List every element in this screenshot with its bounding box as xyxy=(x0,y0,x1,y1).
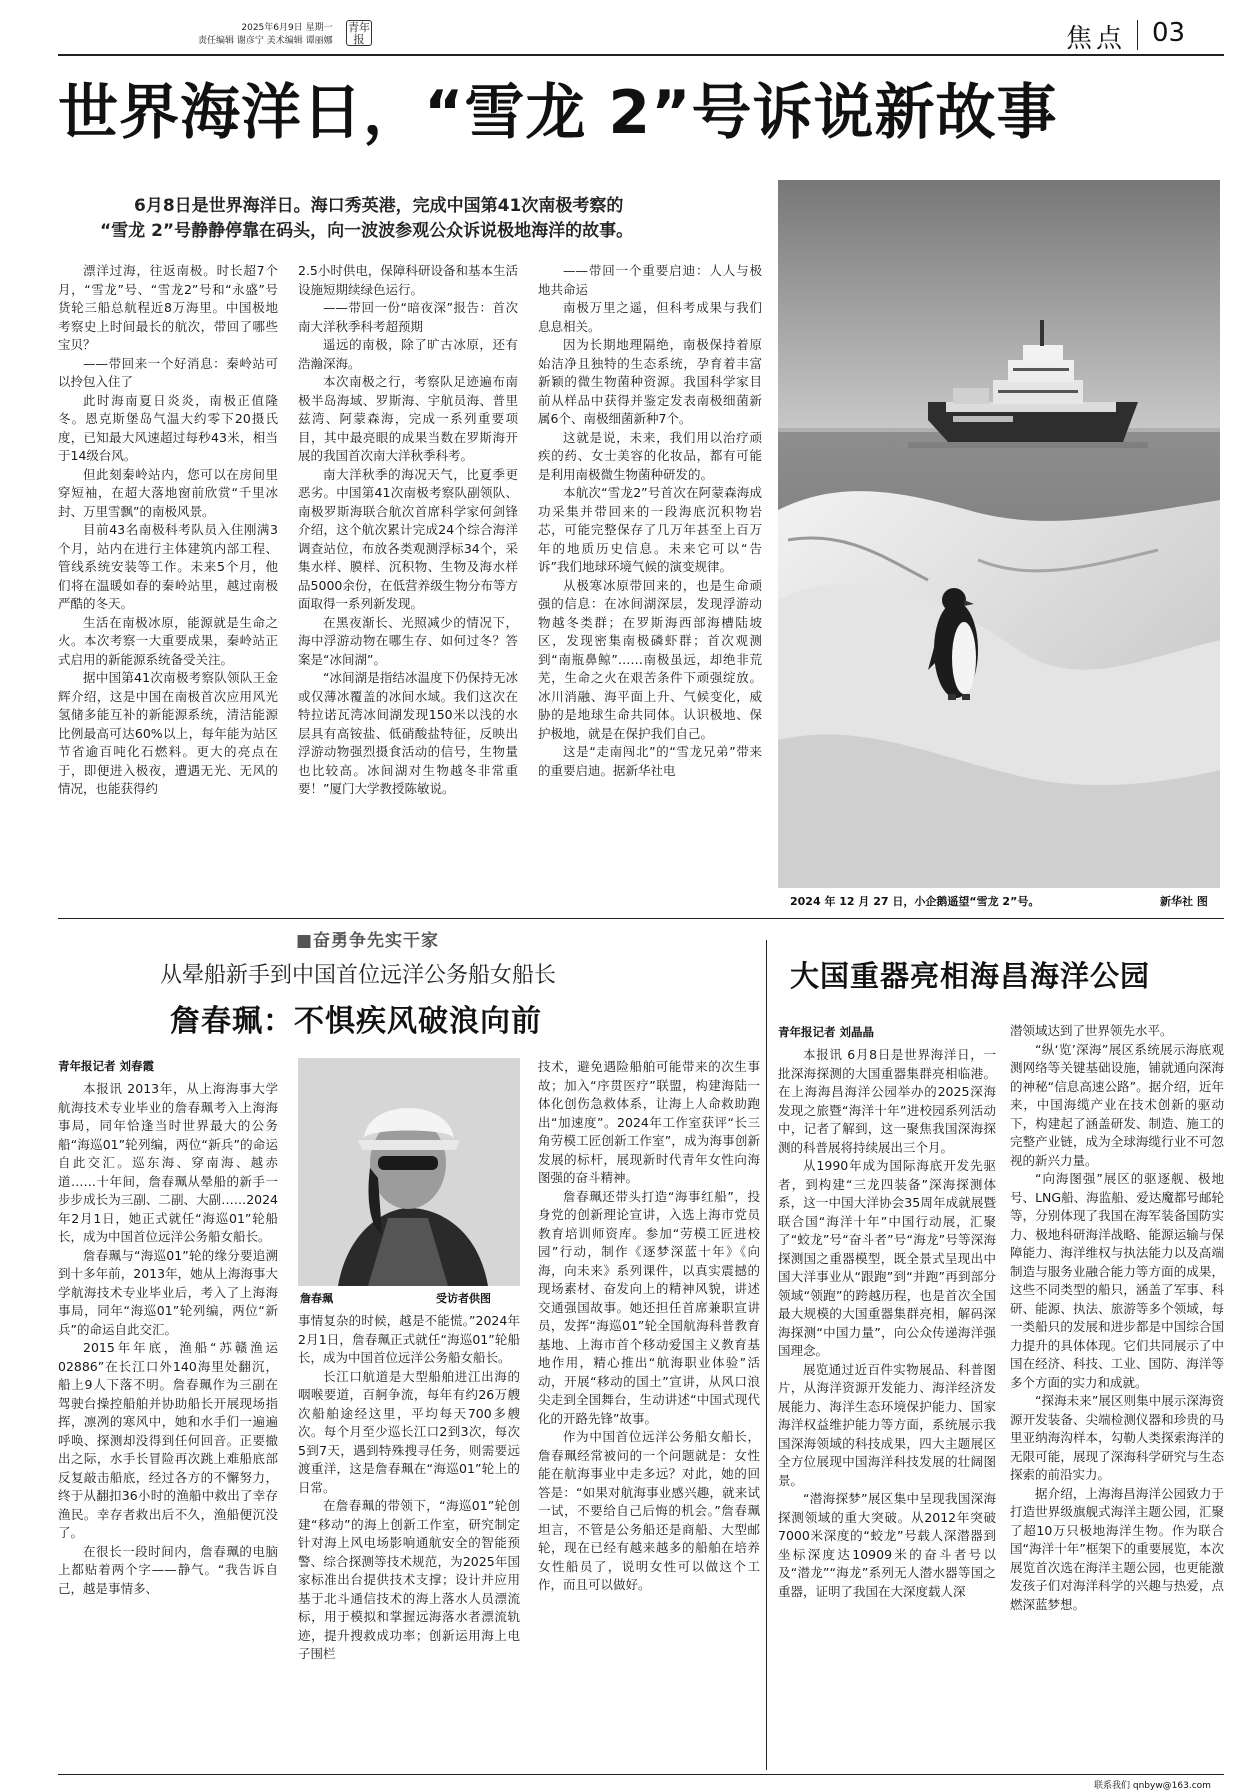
paragraph: 本次南极之行，考察队足迹遍布南极半岛海域、罗斯海、宇航员海、普里兹湾、阿蒙森海，完成一系列重要项目，其中最亮眼的成果当数在罗斯海开展的我国首次南大洋秋季科考。 xyxy=(298,374,518,463)
paragraph: 因为长期地理隔绝，南极保持着原始洁净且独特的生态系统，孕育着丰富新颖的微生物菌种资源。我国科学家目前从样品中获得并鉴定发表南极细菌新属6个、南极细菌新种7个。 xyxy=(538,337,762,426)
paragraph: 据介绍，上海海昌海洋公园致力于打造世界级旗舰式海洋主题公园，汇聚了超10万只极地海洋生物。作为联合国“海洋十年”框架下的重要展览，本次展览首次选在海洋主题公园，也更能激发孩子们对海洋科学的兴趣与热爱，点燃深蓝梦想。 xyxy=(1010,1485,1224,1612)
photo-caption: 2024 年 12 月 27 日，小企鹅遥望“雪龙 2”号。 xyxy=(790,895,1040,908)
date-line: 2025年6月9日 星期一 xyxy=(241,23,333,33)
paragraph: 但此刻秦岭站内，您可以在房间里穿短袖，在超大落地窗前欣赏“千里冰封、万里雪飘”的南极风景。 xyxy=(58,466,278,519)
story2-col-3 xyxy=(538,1058,760,1770)
editor-line: 责任编辑 谢彦宁 美术编辑 谭丽娜 xyxy=(198,36,333,46)
paragraph: 据中国第41次南极考察队领队王金辉介绍，这是中国在南极首次应用风光氢储多能互补的新能源系统，清洁能源比例最高可达60%以上，每年能为站区节省逾百吨化石燃料。更大的亮点在于，即便进入极夜，遭遇无光、无风的情况，也能获得约 xyxy=(58,670,278,796)
story2-col-1 xyxy=(58,1080,278,1770)
paragraph: 长江口航道是大型船舶进江出海的咽喉要道，百舸争流，每年有约26万艘次船舶途经这里，平均每天700多艘次。每个月至少巡长江口2到3次，每次5到7天，遇到特殊搜寻任务，则需要远渡重洋，这是詹春珮在“海巡01”轮上的日常。 xyxy=(298,1368,520,1495)
paragraph: 遥远的南极，除了旷古冰原，还有浩瀚深海。 xyxy=(298,337,518,371)
paragraph: 这是“走南闯北”的“雪龙兄弟”带来的重要启迪。据新华社电 xyxy=(538,744,762,778)
main-col-2 xyxy=(298,262,518,902)
story2-byline: 青年报记者 刘春霞 xyxy=(58,1059,155,1073)
paragraph: 目前43名南极科考队员入住刚满3个月，站内在进行主体建筑内部工程、管线系统安装等工作。未来5个月，他们将在温暖如春的秦岭站里，越过南极严酷的冬天。 xyxy=(58,522,278,611)
paragraph: 潜领域达到了世界领先水平。 xyxy=(1010,1023,1173,1038)
photo-penguin-ship xyxy=(778,180,1220,888)
paragraph: “向海图强”展区的驱逐舰、极地号、LNG船、海监船、爱达魔都号邮轮等，分别体现了我国在海军装备国防实力、极地科研海洋战略、能源运输与保障能力、海洋维权与执法能力以及高端制造与服务业融合能力等方面的成果，这些不同类型的船只，涵盖了军事、科研、能源、执法、旅游等多个领域，每一类船只的发展和进步都是中国综合国力提升的具体体现。它们共同展示了中国在经济、科技、工业、国防、海洋等多个方面的实力和成就。 xyxy=(1010,1171,1224,1390)
footer-contact: 联系我们 qnbyw@163.com xyxy=(1094,1781,1211,1791)
story2-title: 詹春珮：不惧疾风破浪向前 xyxy=(170,1004,542,1039)
story2-kicker: ■奋勇争先实干家 xyxy=(296,931,440,951)
story3-byline: 青年报记者 刘晶晶 xyxy=(778,1025,875,1039)
paragraph: 事情复杂的时候，越是不能慌。”2024年2月1日，詹春珮正式就任“海巡01”轮船长，成为中国首位远洋公务船女船长。 xyxy=(298,1313,520,1365)
footer-rule xyxy=(58,1774,1224,1775)
paragraph: 在黑夜渐长、光照减少的情况下，海中浮游动物在哪生存、如何过冬？答案是“冰间湖”。 xyxy=(298,614,518,667)
paragraph: 作为中国首位远洋公务船女船长，詹春珮经常被问的一个问题就是：女性能在航海事业中走多远？对此，她的回答是：“如果对航海事业感兴趣，就来试一试，不要给自己后悔的机会。”詹春珮坦言，不管是公务船还是商船、大型邮轮，现在已经有越来越多的船舶在培养女性船员了，说明女性可以做这个工作，而且可以做好。 xyxy=(538,1429,760,1592)
photo-captain xyxy=(298,1058,520,1286)
paragraph: 詹春珮与“海巡01”轮的缘分要追溯到十多年前，2013年，她从上海海事大学航海技术专业毕业后，考入了上海海事局，同年“海巡01”轮列编，两位“新兵”的命运自此交汇。 xyxy=(58,1247,278,1337)
section-name: 焦点 xyxy=(1066,24,1127,54)
paragraph: 展览通过近百件实物展品、科普图片，从海洋资源开发能力、海洋经济发展能力、海洋生态环境保护能力、国家海洋权益维护能力等方面，系统展示我国深海领域的科技成果，四大主题展区全方位展现中国海洋科技发展的壮阔图景。 xyxy=(778,1361,996,1488)
section-divider xyxy=(1137,20,1138,50)
masthead-info xyxy=(198,22,333,48)
page-number: 03 xyxy=(1152,18,1186,48)
paragraph: 本报讯 2013年，从上海海事大学航海技术专业毕业的詹春珮考入上海海事局，同年恰逢当时世界最大的公务船“海巡01”轮列编，两位“新兵”的命运自此交汇。巡东海、穿南海、越赤道……十年间，詹春珮从晕船的新手一步步成长为三副、二副、大副……2024年2月1日，她正式就任“海巡01”轮船长，成为中国首位远洋公务船女船长。 xyxy=(58,1081,278,1244)
paragraph: 漂洋过海，往返南极。时长超7个月，“雪龙”号、“雪龙2”号和“永盛”号货轮三船总航程近8万海里。中国极地考察史上时间最长的航次，带回了哪些宝贝？ xyxy=(58,263,278,352)
paragraph: “探海未来”展区则集中展示深海资源开发装备、尖端检测仪器和珍贵的马里亚纳海沟样本，勾勒人类探索海洋的无限可能，展现了深海科学研究与生态探索的前沿实力。 xyxy=(1010,1393,1224,1482)
paragraph: 从1990年成为国际海底开发先驱者，到构建“三龙四装备”深海探测体系，这一中国大洋协会35周年成就展暨联合国“海洋十年”中国行动展，汇聚了“蛟龙”号“奋斗者”号“海龙”号等深海探测国之重器模型，既全景式呈现出中国大洋事业从“跟跑”到“并跑”再到部分领域“领跑”的跨越历程，也是首次全国最大规模的大国重器集群亮相，解码深海探测“中国力量”，向公众传递海洋强国理念。 xyxy=(778,1158,996,1358)
main-lead xyxy=(100,194,790,244)
paragraph: 本报讯 6月8日是世界海洋日，一批深海探测的大国重器集群亮相临港。在上海海昌海洋公园举办的2025深海发现之旅暨“海洋十年”进校园系列活动中，记者了解到，这一聚焦我国深海探测的科普展将持续展出三个月。 xyxy=(778,1047,996,1155)
story2-col-2 xyxy=(298,1312,520,1770)
story2-subtitle: 从晕船新手到中国首位远洋公务船女船长 xyxy=(160,963,557,988)
lead-line-1: 6月8日是世界海洋日。海口秀英港，完成中国第41次南极考察的 xyxy=(134,196,624,216)
story3-col-2 xyxy=(1010,1022,1224,1770)
section-divider-rule xyxy=(58,918,1224,919)
paragraph: ——带回一份“暗夜深”报告：首次南大洋秋季科考超预期 xyxy=(298,300,518,334)
header-rule xyxy=(58,54,1224,56)
lead-line-2: “雪龙 2”号静静停靠在码头，向一波波参观公众诉说极地海洋的故事。 xyxy=(100,221,634,241)
paragraph: 在詹春珮的带领下，“海巡01”轮创建“移动”的海上创新工作室，研究制定针对海上风电场影响通航安全的智能预警、综合探测等技术规范，为2025年国家标准出台提供技术支撑；设计并应用基于北斗通信技术的海上落水人员漂流标，用于模拟和掌握远海落水者漂流轨迹，提升搜救成功率；创新运用海上电子围栏 xyxy=(298,1498,520,1661)
paragraph: 2.5小时供电，保障科研设备和基本生活设施短期续绿色运行。 xyxy=(298,263,518,297)
paragraph: “纵‘览’深海”展区系统展示海底观测网络等关键基础设施，铺就通向深海的神秘“信息高速公路”。据介绍，近年来，中国海缆产业在技术创新的驱动下，构建起了涵盖研发、制造、施工的完整产业链，成为全球海缆行业不可忽视的新兴力量。 xyxy=(1010,1041,1224,1168)
captain-photo-credit: 受访者供图 xyxy=(436,1292,491,1305)
newspaper-logo: 青年报 xyxy=(348,21,370,46)
story3-title: 大国重器亮相海昌海洋公园 xyxy=(790,959,1151,993)
captain-portrait xyxy=(298,1058,520,1286)
paragraph: 技术，避免遇险船舶可能带来的次生事故；加入“序贯医疗”联盟，构建海陆一体化创伤急救体系，让海上人命救助跑出“加速度”。2024年工作室获评“长三角劳模工匠创新工作室”，成为海事创新发展的标杆，展现新时代青年女性向海图强的奋斗精神。 xyxy=(538,1059,760,1185)
paragraph: 这就是说，未来，我们用以治疗顽疾的药、女士美容的化妆品，都有可能是利用南极微生物菌种研发的。 xyxy=(538,429,762,482)
paragraph: 生活在南极冰原，能源就是生命之火。本次考察一大重要成果，秦岭站正式启用的新能源系统备受关注。 xyxy=(58,614,278,667)
story3-col-1 xyxy=(778,1046,996,1770)
paragraph: 詹春珮还带头打造“海事红船”，投身党的创新理论宣讲，入选上海市党员教育培训师资库。参加“劳模工匠进校园”行动，制作《逐梦深蓝十年》《向海，向未来》系列课件，以真实震撼的现场素材、奋发向上的精神风貌，讲述交通强国故事。她还担任首席兼职宣讲员，发挥“海巡01”轮全国航海科普教育基地、上海市首个移动爱国主义教育基地作用，精心推出“航海职业体验”活动，开展“移动的国土”宣讲，从风口浪尖走到全国舞台，生动讲述“中国式现代化的开路先锋”故事。 xyxy=(538,1188,760,1426)
story-divider xyxy=(766,940,767,1770)
paragraph: 本航次“雪龙2”号首次在阿蒙森海成功采集并带回来的一段海底沉积物岩芯，可能完整保存了几万年甚至上百万年的地质历史信息。未来它可以“告诉”我们地球环境气候的演变规律。 xyxy=(538,485,762,574)
photo-credit: 新华社 图 xyxy=(1160,895,1208,908)
paragraph: “潜海探梦”展区集中呈现我国深海探测领域的重大突破。从2012年突破7000米深度的“蛟龙”号载人深潜器到坐标深度达10909米的奋斗者号以及“潜龙”“海龙”系列无人潜水器等国之重器，证明了我国在大深度载人深 xyxy=(778,1491,996,1599)
main-col-3 xyxy=(538,262,762,902)
paragraph: 2015年年底，渔船“苏赣渔运02886”在长江口外140海里处翻沉，船上9人下落不明。詹春珮作为三副在驾驶台操控船舶并协助船长开展现场指挥，凛冽的寒风中，她和水手们一遍遍呼唤、探测却没得到任何回音。正要撤出之际，水手长冒险再次跳上难船底部反复敲击船底，经过各方的不懈努力，终于从翻扣36小时的渔船中救出了幸存渔民。幸存者救出后不久，渔船便沉没了。 xyxy=(58,1340,278,1540)
captain-photo-caption: 詹春珮 xyxy=(300,1292,333,1305)
photo-illustration xyxy=(778,180,1220,888)
main-col-1 xyxy=(58,262,278,902)
paragraph: 南大洋秋季的海况天气，比夏季更恶劣。中国第41次南极考察队副领队、南极罗斯海联合航次首席科学家何剑锋介绍，这个航次累计完成24个综合海洋调查站位，布放各类观测浮标34个，采集水样、膜样、沉积物、生物及海水样品5000余份，在低营养级生物分布等方面取得一系列新发现。 xyxy=(298,466,518,611)
paragraph: 南极万里之遥，但科考成果与我们息息相关。 xyxy=(538,300,762,334)
main-headline: 世界海洋日，“雪龙 2”号诉说新故事 xyxy=(58,78,1058,148)
paragraph: “冰间湖是指结冰温度下仍保持无冰或仅薄冰覆盖的冰间水域。我们这次在特拉诺瓦湾冰间湖发现150米以浅的水层具有高铵盐、低硝酸盐特征，反映出浮游动物强烈摄食活动的信号，生物量也比较高。冰间湖对生物越冬非常重要！”厦门大学教授陈敏说。 xyxy=(298,670,518,796)
paragraph: 此时海南夏日炎炎，南极正值隆冬。恩克斯堡岛气温大约零下20摄氏度，已知最大风速超过每秒43米，相当于14级台风。 xyxy=(58,392,278,463)
paragraph: ——带回一个重要启迪：人人与极地共命运 xyxy=(538,263,762,297)
paragraph: 从极寒冰原带回来的，也是生命顽强的信息：在冰间湖深层，发现浮游动物越冬类群；在罗斯海西部海槽陆坡区，发现密集南极磷虾群；首次观测到“南瓶鼻鲸”……南极虽远，却绝非荒芜，生命之火在艰苦条件下顽强绽放。冰川消融、海平面上升、气候变化，威胁的是地球生命共同体。认识极地、保护极地，就是在保护我们自己。 xyxy=(538,577,762,741)
paragraph: ——带回来一个好消息：秦岭站可以拎包入住了 xyxy=(58,355,278,389)
paragraph: 在很长一段时间内，詹春珮的电脑上都贴着两个字——静气。“我告诉自己，越是事情多、 xyxy=(58,1543,278,1596)
